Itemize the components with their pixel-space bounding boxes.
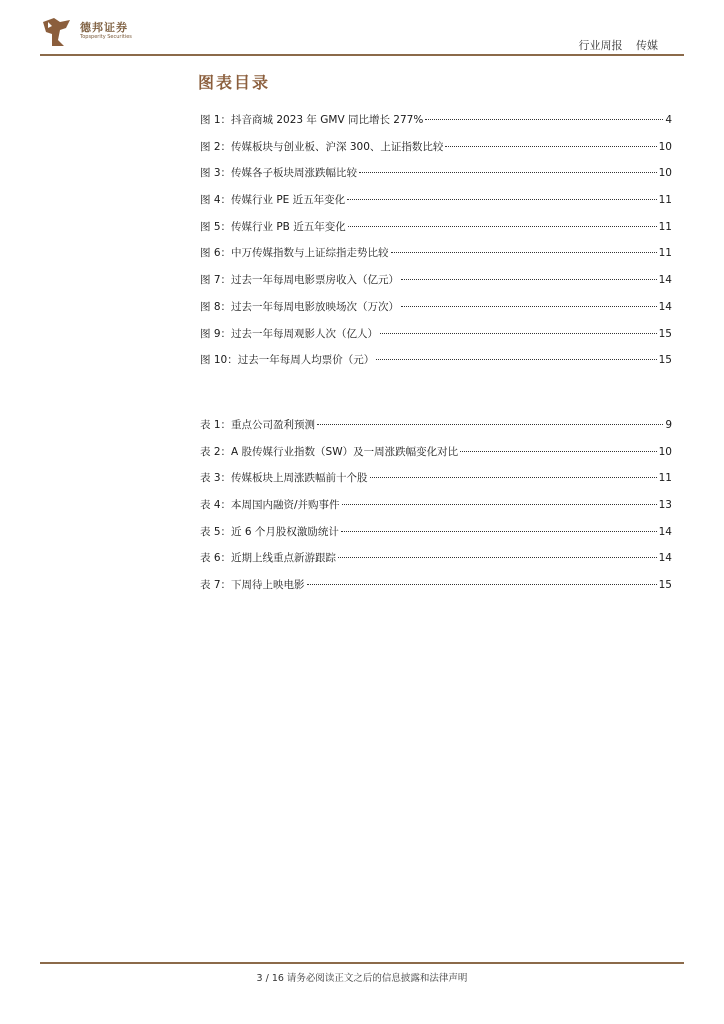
toc-entry-page: 14 [658, 525, 672, 538]
header-divider [40, 54, 684, 56]
toc-leader-dots [460, 451, 657, 452]
toc-entry-table[interactable] [200, 550, 672, 577]
toc-entry-figure[interactable] [200, 272, 672, 299]
toc-leader-dots [348, 226, 657, 227]
toc-leader-dots [317, 424, 663, 425]
toc-entry-table[interactable] [200, 577, 672, 604]
toc-entry-page: 15 [658, 354, 672, 367]
toc-leader-dots [370, 477, 657, 478]
toc-entry-label: 表 1：重点公司盈利预测 [200, 419, 316, 431]
toc-entry-figure[interactable] [200, 219, 672, 246]
toc-entry-label: 图 1：抖音商城 2023 年 GMV 同比增长 277% [200, 114, 424, 126]
toc-leader-dots [401, 279, 657, 280]
toc-leader-dots [380, 333, 657, 334]
toc-entry-label: 图 5：传媒行业 PB 近五年变化 [200, 220, 346, 233]
toc-entry-label: 表 5：近 6 个月股权激励统计 [200, 525, 339, 538]
toc-entry-figure[interactable] [200, 165, 672, 192]
figure-list [200, 112, 672, 379]
toc-entry-label: 表 6：近期上线重点新游跟踪 [200, 552, 337, 565]
toc-entry-page: 11 [658, 194, 672, 207]
toc-entry-page: 14 [658, 552, 672, 565]
page-header [0, 0, 724, 60]
table-list [200, 417, 672, 604]
sector-name: 传媒 [636, 39, 658, 52]
toc-entry-page: 10 [658, 445, 672, 458]
logo-text-en: Topsperity Securities [80, 34, 132, 40]
toc-leader-dots [391, 252, 657, 253]
toc-entry-figure[interactable] [200, 139, 672, 166]
toc-entry-label: 表 2：A 股传媒行业指数（SW）及一周涨跌幅变化对比 [200, 445, 459, 458]
footer-divider [40, 962, 684, 964]
toc-entry-label: 图 6：中万传媒指数与上证综指走势比较 [200, 247, 389, 260]
toc-entry-label: 表 3：传媒板块上周涨跌幅前十个股 [200, 472, 368, 485]
toc-entry-page: 10 [658, 140, 672, 153]
toc-leader-dots [359, 172, 657, 173]
toc-entry-figure[interactable] [200, 192, 672, 219]
disclaimer-notice: 请务必阅读正文之后的信息披露和法律声明 [286, 973, 468, 984]
toc-entry-page: 11 [658, 220, 672, 233]
toc-entry-label: 图 10：过去一年每周人均票价（元） [200, 354, 375, 367]
toc-entry-table[interactable] [200, 444, 672, 471]
toc-entry-label: 表 7：下周待上映电影 [200, 579, 305, 592]
toc-entry-label: 图 8：过去一年每周电影放映场次（万次） [200, 300, 400, 313]
toc-entry-table[interactable] [200, 470, 672, 497]
toc-entry-label: 图 9：过去一年每周观影人次（亿人） [200, 327, 379, 340]
company-logo [40, 16, 140, 48]
toc-entry-page: 13 [658, 499, 672, 512]
toc-leader-dots [376, 359, 656, 360]
toc-leader-dots [342, 504, 657, 505]
page-number: 3 / 16 [256, 973, 284, 984]
toc-leader-dots [341, 531, 657, 532]
toc-entry-figure[interactable] [200, 326, 672, 353]
page-footer [0, 970, 724, 984]
toc-entry-page: 14 [658, 300, 672, 313]
toc-entry-figure[interactable] [200, 299, 672, 326]
toc-entry-label: 图 3：传媒各子板块周涨跌幅比较 [200, 167, 358, 180]
toc-entry-figure[interactable] [200, 245, 672, 272]
toc-entry-page: 14 [658, 274, 672, 287]
toc-entry-page: 9 [665, 419, 672, 431]
toc-entry-label: 图 2：传媒板块与创业板、沪深 300、上证指数比较 [200, 140, 444, 153]
toc-entry-label: 图 7：过去一年每周电影票房收入（亿元） [200, 274, 400, 287]
toc-entry-page: 15 [658, 327, 672, 340]
toc-leader-dots [401, 306, 657, 307]
toc-entry-figure[interactable] [200, 352, 672, 379]
toc-leader-dots [347, 199, 656, 200]
toc-entry-page: 11 [658, 247, 672, 260]
toc-entry-label: 表 4：本周国内融资/并购事件 [200, 499, 340, 512]
report-type: 行业周报 [578, 39, 623, 52]
logo-text-cn: 德邦证券 [80, 21, 128, 34]
toc-title: 图表目录 [198, 73, 271, 92]
toc-leader-dots [307, 584, 657, 585]
toc-entry-page: 15 [658, 579, 672, 592]
toc-entry-table[interactable] [200, 417, 672, 444]
toc-entry-page: 4 [665, 114, 672, 126]
toc-leader-dots [445, 146, 656, 147]
toc-leader-dots [425, 119, 663, 120]
toc-leader-dots [338, 557, 657, 558]
toc-entry-table[interactable] [200, 497, 672, 524]
report-category [579, 37, 659, 53]
toc-entry-page: 11 [658, 472, 672, 485]
toc-entry-figure[interactable] [200, 112, 672, 139]
toc-entry-label: 图 4：传媒行业 PE 近五年变化 [200, 194, 346, 207]
toc-entry-page: 10 [658, 167, 672, 180]
toc-entry-table[interactable] [200, 524, 672, 551]
logo-mark-icon [40, 16, 74, 48]
